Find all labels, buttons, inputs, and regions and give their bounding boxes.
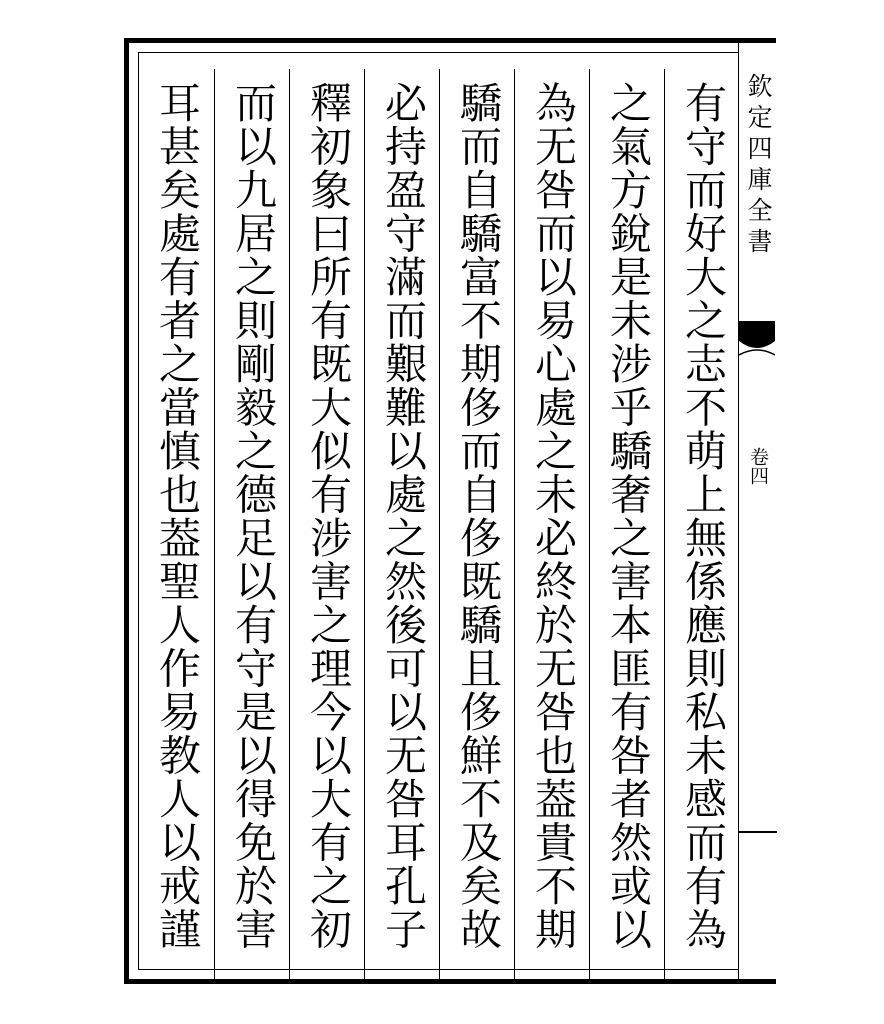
fish-tail-mark-icon <box>739 315 775 375</box>
text-column-4 <box>439 69 515 983</box>
text-column-6 <box>289 69 365 983</box>
text-column-7 <box>214 69 290 983</box>
text-block <box>138 52 738 970</box>
text-column-2 <box>589 69 665 983</box>
outer-border-top <box>124 38 776 43</box>
page-frame <box>124 38 776 988</box>
text-column-5 <box>364 69 440 983</box>
text-column-8 <box>139 69 215 983</box>
column-text: 而以九居之則剛毅之德足以有守是以得免於害 <box>229 81 278 951</box>
column-text: 必持盈守滿而艱難以處之然後可以无咎耳孔子 <box>379 81 428 951</box>
column-text: 耳甚矣處有者之當慎也葢聖人作易教人以戒謹 <box>153 81 202 951</box>
book-title: 欽定四庫全書 <box>744 73 773 259</box>
column-text: 為无咎而以易心處之未必終於无咎也葢貴不期 <box>529 81 578 951</box>
text-column-3 <box>514 69 590 983</box>
column-text: 驕而自驕富不期侈而自侈既驕且侈鮮不及矣故 <box>454 81 503 951</box>
column-text: 之氣方銳是未涉乎驕奢之害本匪有咎者然或以 <box>604 81 653 951</box>
page-spine <box>738 43 776 979</box>
spine-divider <box>739 831 777 833</box>
volume-number: 卷四 <box>747 447 769 485</box>
text-column-1 <box>664 69 740 983</box>
column-text: 有守而好大之志不萌上無係應則私未感而有為 <box>679 81 728 951</box>
column-text: 釋初象曰所有既大似有涉害之理今以大有之初 <box>304 81 353 951</box>
